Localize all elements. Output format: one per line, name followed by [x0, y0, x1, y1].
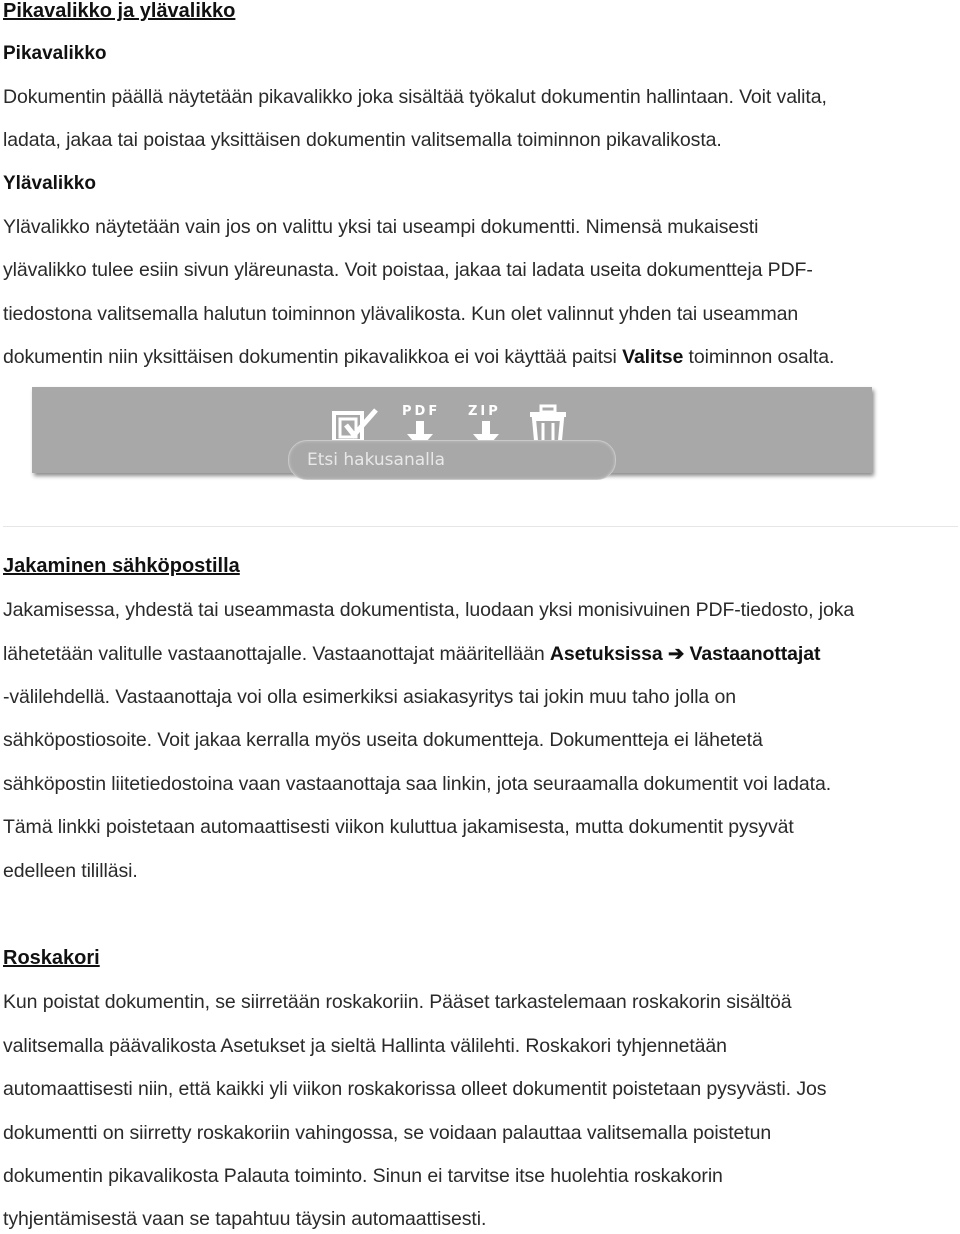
paragraph-line	[3, 642, 820, 666]
paragraph-line: Ylävalikko näytetään vain jos on valittu yksi tai useampi dokumentti. Nimensä mukaisesti	[3, 216, 759, 238]
zip-label: ZIP	[468, 404, 501, 419]
bold-term-settings: Asetuksissa	[549, 643, 663, 665]
search-placeholder: Etsi hakusanalla	[307, 450, 446, 470]
paragraph-line: Jakamisessa, yhdestä tai useammasta dokumentista, luodaan yksi monisivuinen PDF-tiedosto, joka	[3, 599, 855, 621]
text-span: toiminnon osalta.	[683, 346, 835, 368]
subheading-quick-menu: Pikavalikko	[3, 43, 107, 64]
section-heading-trash: Roskakori	[3, 947, 100, 969]
paragraph-line: -välilehdellä. Vastaanottaja voi olla esimerkiksi asiakasyritys tai jokin muu taho jolla on	[3, 686, 736, 708]
paragraph-line: Tämä linkki poistetaan automaattisesti viikon kuluttua jakamisesta, mutta dokumentit pysyvät	[3, 816, 794, 838]
paragraph-line: valitsemalla päävalikosta Asetukset ja sieltä Hallinta välilehti. Roskakori tyhjennetään	[3, 1035, 727, 1057]
pdf-label: PDF	[402, 404, 441, 419]
section-heading-email-sharing: Jakaminen sähköpostilla	[3, 555, 240, 577]
paragraph-line: tyhjentämisestä vaan se tapahtuu täysin automaattisesti.	[3, 1208, 487, 1230]
paragraph-line: ylävalikko tulee esiin sivun yläreunasta. Voit poistaa, jakaa tai ladata useita dokumentteja PDF-	[3, 259, 813, 281]
text-span: dokumentin niin yksittäisen dokumentin pikavalikkoa ei voi käyttää paitsi	[3, 346, 623, 368]
section-divider	[3, 526, 958, 527]
paragraph-line: sähköpostin liitetiedostoina vaan vastaanottaja saa linkin, jota seuraamalla dokumentit voi ladata.	[3, 773, 832, 795]
bold-term-valitse: Valitse	[622, 346, 684, 368]
paragraph-line: dokumentin pikavalikosta Palauta toiminto. Sinun ei tarvitse itse huolehtia roskakorin	[3, 1165, 723, 1187]
text-span: lähetetään valitulle vastaanottajalle. Vastaanottajat määritellään	[3, 643, 550, 665]
subheading-top-menu: Ylävalikko	[3, 173, 96, 194]
paragraph-line: automaattisesti niin, että kaikki yli viikon roskakorissa olleet dokumentit poistetaan pysyvästi. Jos	[3, 1078, 827, 1100]
paragraph-line: dokumentti on siirretty roskakoriin vahingossa, se voidaan palauttaa valitsemalla poistetun	[3, 1122, 772, 1144]
paragraph-line: Dokumentin päällä näytetään pikavalikko joka sisältää työkalut dokumentin hallintaan. Voit valita,	[3, 86, 827, 108]
search-input[interactable]	[288, 440, 616, 480]
bold-term-recipients: Vastaanottajat	[689, 643, 821, 665]
paragraph-line: Kun poistat dokumentin, se siirretään roskakoriin. Pääset tarkastelemaan roskakorin sisältöä	[3, 991, 792, 1013]
paragraph-line: edelleen tililläsi.	[3, 860, 138, 882]
paragraph-line: tiedostona valitsemalla halutun toiminnon ylävalikosta. Kun olet valinnut yhden tai useamman	[3, 303, 799, 325]
paragraph-line	[3, 346, 834, 369]
paragraph-line: sähköpostiosoite. Voit jakaa kerralla myös useita dokumentteja. Dokumentteja ei lähetetä	[3, 729, 763, 751]
arrow-right-icon: ➔	[667, 643, 685, 665]
section-heading-quick-menu: Pikavalikko ja ylävalikko	[3, 0, 236, 22]
paragraph-line: ladata, jakaa tai poistaa yksittäisen dokumentin valitsemalla toiminnon pikavalikosta.	[3, 129, 722, 151]
